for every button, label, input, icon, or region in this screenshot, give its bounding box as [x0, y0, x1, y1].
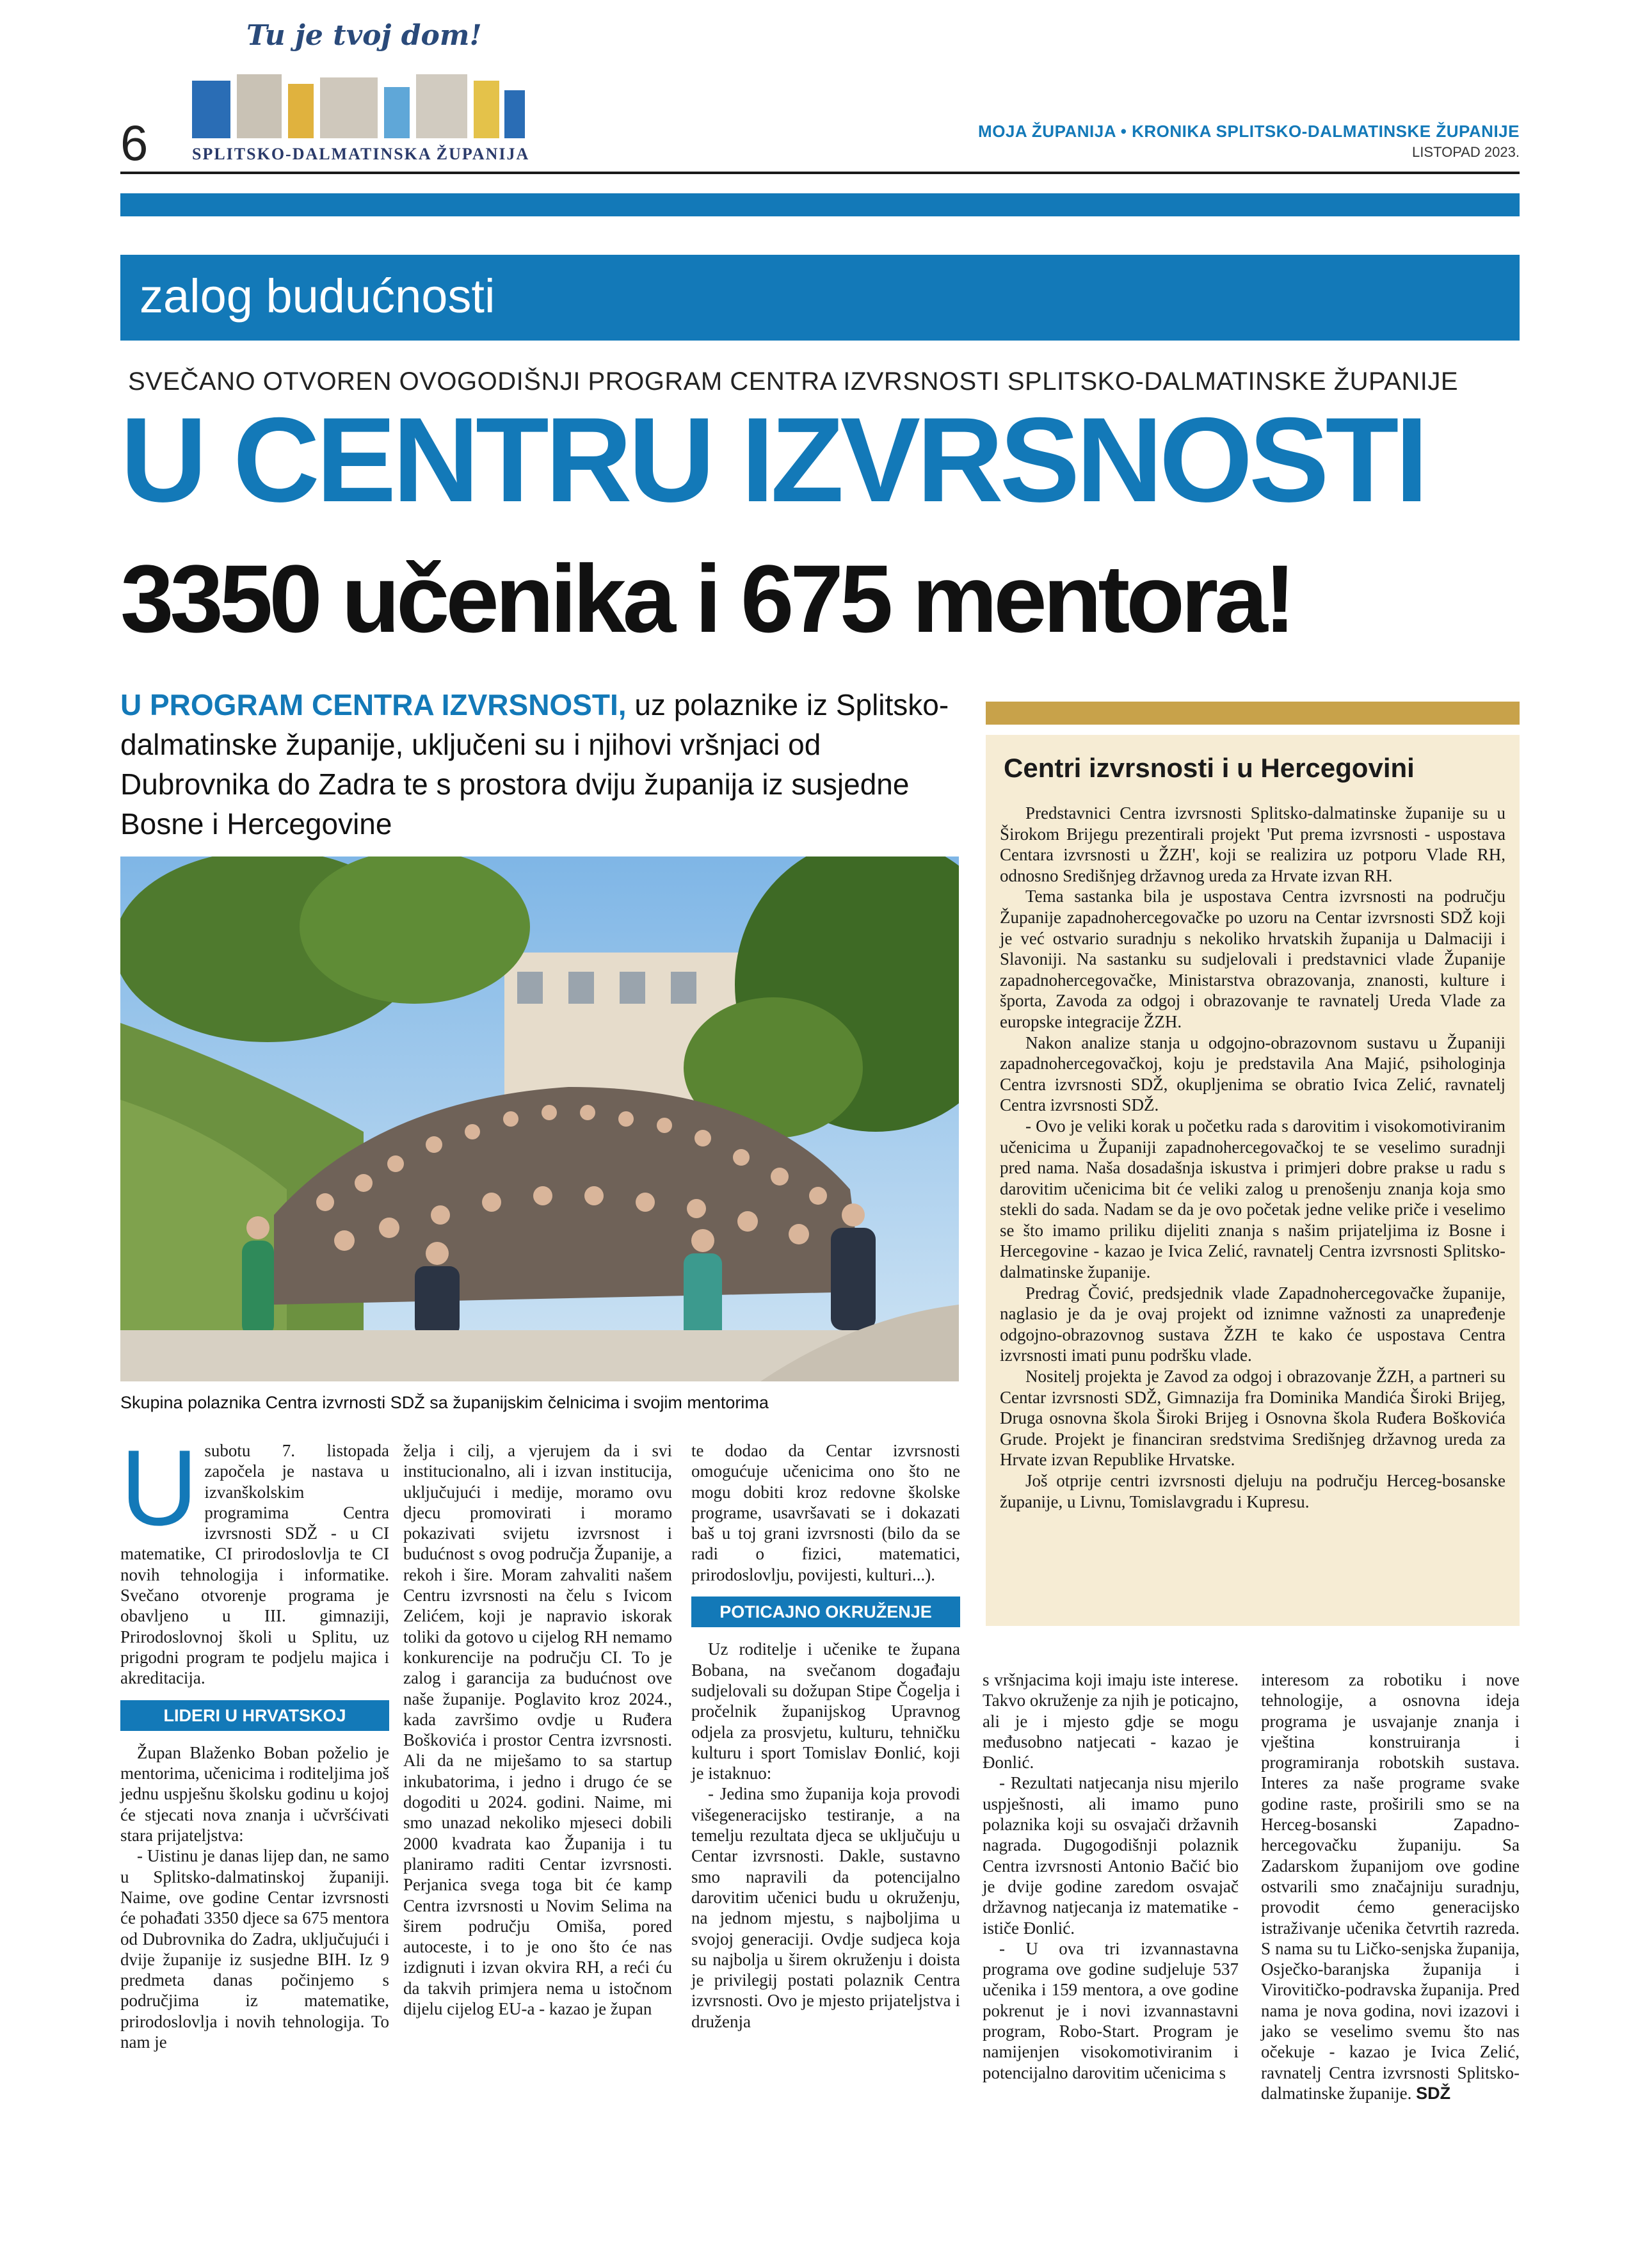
header-blue-bar	[120, 193, 1520, 216]
article-paragraph: s vršnjacima koji imaju iste interese. Takvo okruženje za njih je poticajno, ali je i mjesto gdje se mogu međusobno natjecati - kazao je Đonlić.	[983, 1670, 1239, 1773]
sidebar-top-bar	[986, 702, 1520, 725]
group-photo-illustration	[120, 857, 959, 1381]
sidebar-paragraph: Tema sastanka bila je uspostava Centra izvrsnosti na području Županije zapadnohercegovačke po uzoru na Centar izvrsnosti SDŽ koji je već ostvario suradnju s nekoliko hrvatskih županija u Dalmaciji i Slavoniji. Na sastanku su sudjelovali i predstavnici vlade Županije zapadnohercegovačke, Ministarstva obrazovanja, znanosti, kulture i športa, Zavoda za odgoj i obrazovanje te ravnatelj Ureda Vlade za europske integracije ŽZH.	[1000, 887, 1506, 1031]
header-rule	[120, 172, 1520, 174]
logo-graphic	[192, 74, 525, 138]
article-paragraph: Uz roditelje i učenike te župana Bobana, na svečanom događaju sudjelovali su dožupan Stipe Čogelja i pročelnik županijskog Upravnog odjela za prosvjetu, kulturu, tehničku kulturu i sport Tomislav Đonlić, koji je istaknuo:	[691, 1639, 960, 1783]
article-paragraph: želja i cilj, a vjerujem da i svi institucionalno, ali i izvan institucija, uključujući i medije, moramo ovu djecu promovirati i moramo pokazivati svijetu izvrsnost i budućnost s ovog područja Županije, a rekoh i šire. Moram zahvaliti našem Centru izvrsnosti na čelu s Ivicom Zelićem, koji je napravio iskorak toliki da gotovo u cijelog RH nemamo konkurencije na području CI. To je zalog i garancija za budućnost ove naše županije. Poglavito kroz 2024., kada završimo ovdje u Ruđera Boškovića i prostor Centra izvrsnosti. Ali da ne miješamo to sa startup inkubatorima, i jedno i drugo će se dogoditi u 2024. godini. Naime, mi smo unazad nekoliko mjeseci dobili 2000 kvadrata kao Županija i tu planiramo raditi Centar izvrsnosti. Perjanica svega toga bit će kamp Centra izvrsnosti u Novim Selima na širem području Omiša, pored autoceste, i to je ono što će nas izdignuti i izvan okvira RH, a reći ću da takvih primjera nema u istočnom dijelu cijelog EU-a - kazao je župan	[403, 1441, 672, 2019]
sidebar-paragraph: Nositelj projekta je Zavod za odgoj i obrazovanje ŽZH, a partneri su Centar izvrsnosti SDŽ, Gimnazija fra Dominika Mandića Široki Brijeg, Druga osnovna škola Široki Brijeg i Osnovna škola Ruđera Boškovića Grude. Projekt je financiran sredstvima Središnjeg državnog ureda za Hrvate izvan Republike Hrvatske.	[1000, 1367, 1506, 1470]
article-kicker: SVEČANO OTVOREN OVOGODIŠNJI PROGRAM CENTRA IZVRSNOSTI SPLITSKO-DALMATINSKE ŽUPANIJE	[128, 367, 1459, 396]
sidebar-paragraph: Nakon analize stanja u odgojno-obrazovnom sustavu u Županiji zapadnohercegovačkoj, koju je predstavila Ana Majić, psihologinja Centra izvrsnosti SDŽ, okupljenima se obratio Ivica Zelić, ravnatelj Centra izvrsnosti SDŽ.	[1000, 1033, 1506, 1115]
sidebar-paragraph: Predstavnici Centra izvrsnosti Splitsko-dalmatinske županije su u Širokom Brijegu prezentirali projekt 'Put prema izvrsnosti - uspostava Centara izvrsnosti u ŽZH', koji se realizira uz potporu Vlade RH, odnosno Središnjeg državnog ureda za Hrvate izvan RH.	[1000, 803, 1506, 885]
publication-info	[978, 122, 1520, 161]
sidebar-paragraph: Predrag Čović, predsjednik vlade Zapadnohercegovačke županije, naglasio je da je ovaj projekt od iznimne važnosti za unapređenje odgojno-obrazovnog sustava ŽZH te kako će uspostava Centra izvrsnosti imati punu podršku vlade.	[1000, 1283, 1506, 1365]
article-lead	[120, 685, 952, 844]
sidebar-paragraph: - Ovo je veliki korak u početku rada s darovitim i visokomotiviranim učenicima u Županiji zapadnohercegovačkoj te se veselimo suradnji pred nama. Naša dosadašnja iskustva i primjeri dobre prakse u radu s darovitim učenicima bit će veliki zalog u prenošenju znanja koja smo stekli do sada. Nadam se da je ovo početak jedne velike priče i veselimo se što imamo priliku dijeliti znanja s našim prijateljima iz Bosne i Hercegovine - kazao je Ivica Zelić, ravnatelj Centra izvrsnosti Splitsko-dalmatinske županije.	[1000, 1116, 1506, 1282]
article-paragraph: - Rezultati natjecanja nisu mjerilo uspješnosti, ali imamo puno polaznika koji su osvajači državnih nagrada. Dugogodišnji polaznik Centra izvrsnosti Antonio Bačić bio je dvije godine zaredom osvajač državnog natjecanja iz matematike - ističe Đonlić.	[983, 1773, 1239, 1938]
county-logo	[186, 19, 531, 166]
article-paragraph: - U ova tri izvannastavna programa ove godine sudjeluje 537 učenika i 159 mentora, a ove godine pokrenut je i novi izvannastavni program, Robo-Start. Program je namijenjen visokomotiviranim i potencijalno darovitim učenicima s	[983, 1938, 1239, 2082]
lead-text: uz polaznike iz Splitsko-dalmatinske županije, uključeni su i njihovi vršnjaci od Dubrovnika do Zadra te s prostora dviju županija iz susjedne Bosne i Hercegovine	[120, 688, 949, 840]
article-column-1	[120, 1428, 389, 2052]
article-column-5	[1261, 1669, 1520, 2103]
page-number: 6	[120, 115, 149, 171]
photo-caption: Skupina polaznika Centra izvrnosti SDŽ sa županijskim čelnicima i svojim mentorima	[120, 1393, 769, 1412]
subhead-poticajno: POTICAJNO OKRUŽENJE	[691, 1596, 960, 1627]
section-title: zalog budućnosti	[140, 269, 495, 323]
article-column-4	[983, 1669, 1239, 2083]
article-paragraph: - Jedina smo županija koja provodi višegeneracijsko testiranje, a na temelju rezultata djeca se uključuju u Centar izvrsnosti. Dakle, sustavno smo napravili da potencijalno darovitim učenici budu u okruženju, na jednom mjestu, s najboljima u svojoj generaciji. Ovdje sudjeca koja su najbolja u širem okruženju i doista je privilegij postati polaznik Centra izvrsnosti. Ovo je mjesto prijateljstva i druženja	[691, 1784, 960, 2031]
headline-main: U CENTRU IZVRSNOSTI	[120, 392, 1425, 527]
lead-highlight: U PROGRAM CENTRA IZVRSNOSTI,	[120, 688, 627, 721]
headline-sub: 3350 učenika i 675 mentora!	[120, 545, 1292, 652]
article-paragraph: subotu 7. listopada započela je nastava u izvanškolskim programima Centra izvrsnosti SDŽ - u CI matematike, CI prirodoslovlja te CI novih tehnologija i informatike. Svečano otvorenje programa je obavljeno u III. gimnaziji, Prirodoslovnoj školi u Splitu, uz prigodni program te podjelu majica i akreditacija.	[120, 1441, 389, 1688]
subhead-lideri: LIDERI U HRVATSKOJ	[120, 1700, 389, 1731]
article-column-2	[403, 1440, 672, 2019]
section-banner	[120, 255, 1520, 341]
sidebar-box	[986, 735, 1520, 1626]
article-paragraph	[1261, 1669, 1520, 2103]
sidebar-paragraph: Još otprije centri izvrsnosti djeluju na području Herceg-bosanske županije, u Livnu, Tomislavgradu i Kupresu.	[1000, 1471, 1506, 1511]
group-photo	[120, 857, 959, 1381]
sidebar-title: Centri izvrsnosti i u Hercegovini	[1004, 753, 1415, 783]
article-paragraph: Župan Blaženko Boban poželio je mentorima, učenicima i roditeljima još jednu uspješnu školsku godinu u kojoj će stjecati nova znanja i učvršćivati stara prijateljstva:	[120, 1742, 389, 1846]
article-paragraph-text: interesom za robotiku i nove tehnologije, a osnovna ideja programa je usvajanje znanja i vještina konstruiranja i programiranja robotskih sustava. Interes za naše programe svake godine raste, proširili smo se na Herceg-bosanski Zapadno-hercegovačku županiju. Sa Zadarskom županijom ove godine ostvarili smo značajniju suradnju, provodit ćemo generacijsko istraživanje učenika četvrtih razreda. S nama su tu Ličko-senjska županija, Osječko-baranjska županija i Virovitičko-podravska županija. Pred nama je nova godina, novi izazovi i jako se veselimo svemu što nas očekuje - kazao je Ivica Zelić, ravnatelj Centra izvrsnosti Splitsko-dalmatinske županije.	[1261, 1670, 1520, 2103]
publication-title: MOJA ŽUPANIJA • KRONIKA SPLITSKO-DALMATINSKE ŽUPANIJE	[978, 122, 1520, 141]
drop-cap: U	[120, 1428, 198, 1548]
issue-date: LISTOPAD 2023.	[1412, 144, 1520, 160]
article-column-3	[691, 1440, 960, 2032]
logo-slogan: Tu je tvoj dom!	[246, 19, 482, 52]
logo-text: SPLITSKO-DALMATINSKA ŽUPANIJA	[192, 145, 530, 163]
author-signature: SDŽ	[1416, 2083, 1451, 2103]
article-paragraph: te dodao da Centar izvrsnosti omogućuje učenicima ono što ne mogu dobiti kroz redovne školske programe, usavršavati se i dokazati baš u toj grani izvrsnosti (bilo da se radi o fizici, matematici, prirodoslovlju, povijesti, kulturi...).	[691, 1441, 960, 1584]
article-paragraph: - Uistinu je danas lijep dan, ne samo u Splitsko-dalmatinskoj županiji. Naime, ove godine Centar izvrsnosti će pohađati 3350 djece sa 675 mentora od Dubrovnika do Zadra, uključujući i dvije županije iz susjedne BIH. Iz 9 predmeta danas počinjemo s područjima iz matematike, prirodoslovlja i novih tehnologija. To nam je	[120, 1846, 389, 2052]
